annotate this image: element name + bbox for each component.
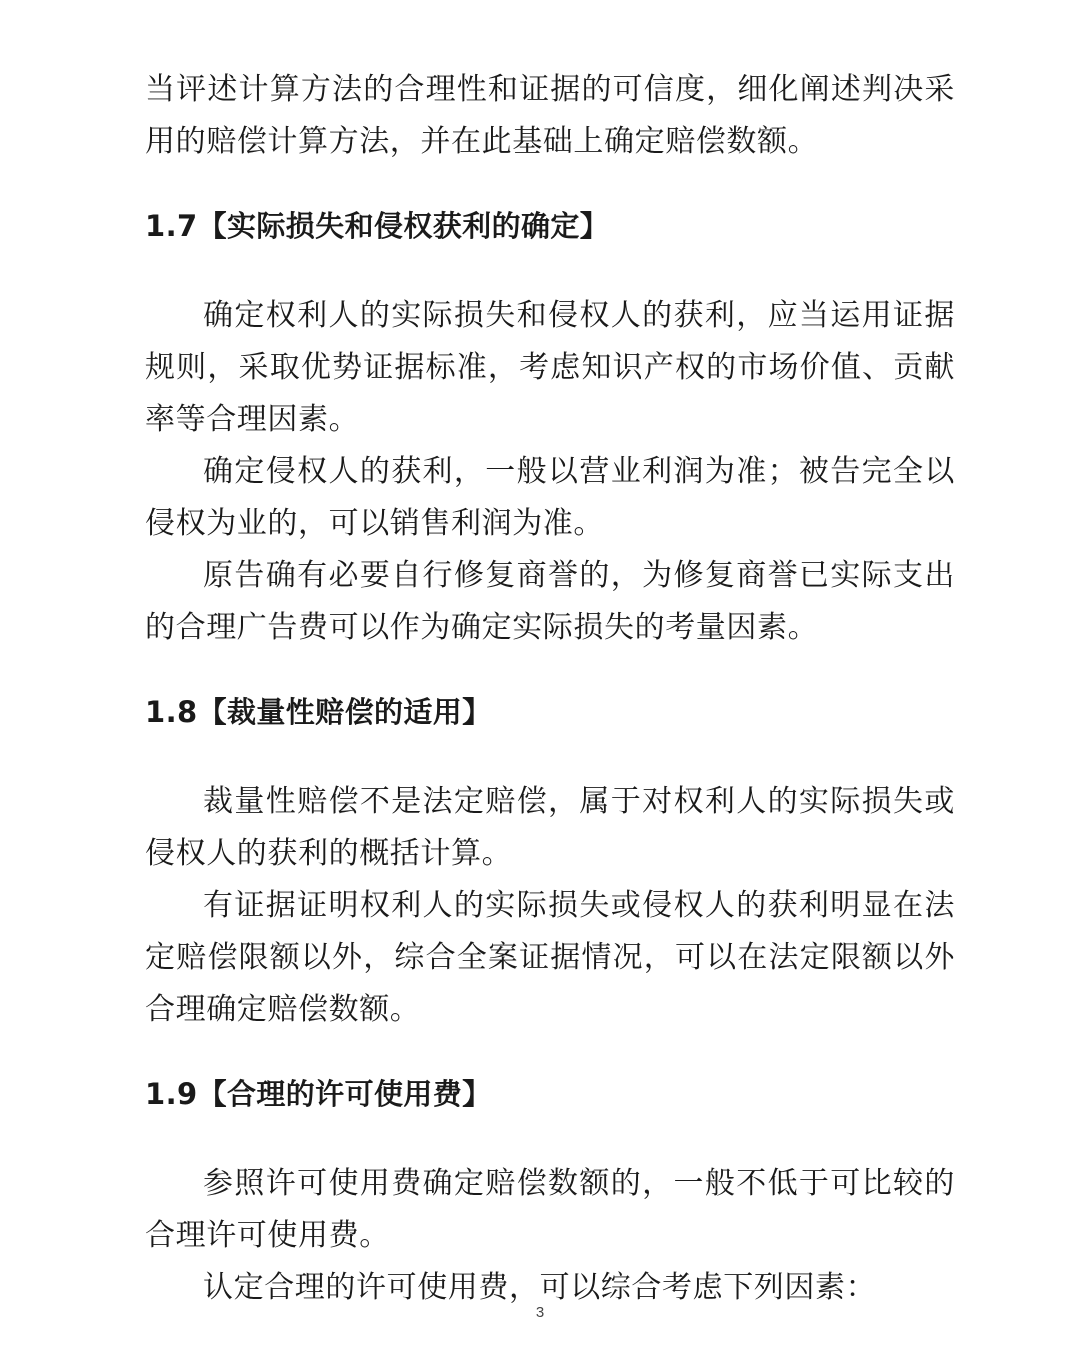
section-1-7 xyxy=(145,200,955,654)
section-heading: 1.7【实际损失和侵权获利的确定】 xyxy=(145,209,610,243)
section-paragraph: 参照许可使用费确定赔偿数额的，一般不低于可比较的合理许可使用费。 xyxy=(145,1166,955,1253)
section-paragraph: 有证据证明权利人的实际损失或侵权人的获利明显在法定赔偿限额以外，综合全案证据情况，可以在法定限额以外合理确定赔偿数额。 xyxy=(145,888,955,1027)
section-paragraph: 原告确有必要自行修复商誉的，为修复商誉已实际支出的合理广告费可以作为确定实际损失的考量因素。 xyxy=(145,558,955,645)
section-paragraph: 确定权利人的实际损失和侵权人的获利，应当运用证据规则，采取优势证据标准，考虑知识产权的市场价值、贡献率等合理因素。 xyxy=(145,298,955,437)
document-page xyxy=(145,64,955,1314)
section-1-9 xyxy=(145,1068,955,1314)
section-heading: 1.9【合理的许可使用费】 xyxy=(145,1077,492,1111)
section-paragraph: 确定侵权人的获利，一般以营业利润为准；被告完全以侵权为业的，可以销售利润为准。 xyxy=(145,454,955,541)
section-paragraph: 认定合理的许可使用费，可以综合考虑下列因素： xyxy=(203,1270,877,1305)
section-1-8 xyxy=(145,686,955,1036)
section-heading: 1.8【裁量性赔偿的适用】 xyxy=(145,695,492,729)
intro-paragraph: 当评述计算方法的合理性和证据的可信度，细化阐述判决采用的赔偿计算方法，并在此基础上确定赔偿数额。 xyxy=(145,72,955,159)
section-paragraph: 裁量性赔偿不是法定赔偿，属于对权利人的实际损失或侵权人的获利的概括计算。 xyxy=(145,784,955,871)
page-number: 3 xyxy=(535,1304,545,1321)
